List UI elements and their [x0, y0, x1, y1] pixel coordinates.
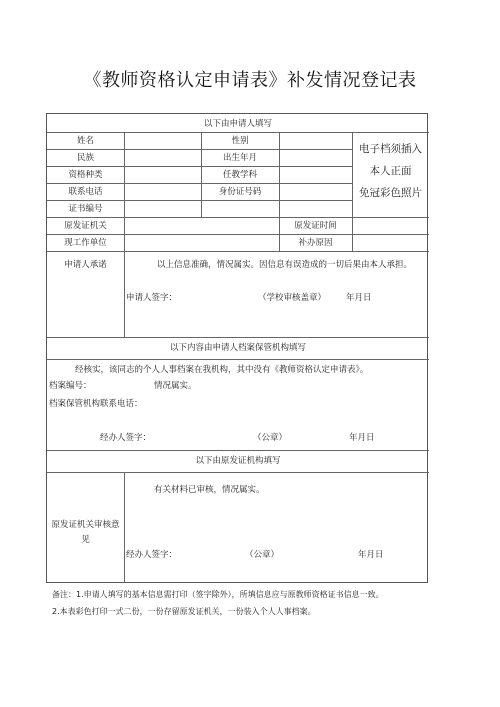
label-ethnicity: 民族: [76, 153, 94, 163]
registration-form: [46, 113, 428, 583]
remark-1: 备注：1.申请人填写的基本信息需打印（签字除外），所填信息应与原教师资格证书信息一致。: [52, 590, 384, 599]
label-phone: 联系电话: [68, 187, 103, 197]
photo-placeholder[interactable]: [352, 138, 429, 204]
label-cert-type: 资格种类: [68, 170, 103, 180]
label-reissue-reason: 补办原因: [298, 238, 333, 248]
applicant-sign: 申请人签字：: [126, 293, 178, 303]
form-title: 《教师资格认定申请表》补发情况登记表: [83, 70, 417, 91]
label-work-unit: 现工作单位: [64, 238, 107, 248]
issuer-opinion-label: 原发证机关审核意 见: [51, 520, 120, 545]
label-subject: 任教学科: [222, 170, 257, 180]
label-issuer: 原发证机关: [64, 221, 107, 231]
issuer-handler-sign: 经办人签字：: [126, 550, 178, 560]
section3-header: 以下由原发证机构填写: [195, 456, 281, 466]
label-name: 姓名: [76, 136, 94, 146]
label-issue-time: 原发证时间: [294, 221, 337, 231]
label-commitment: 申请人承诺: [64, 260, 107, 270]
archive-number-label: 档案编号：: [49, 381, 92, 391]
commitment-text: 以上信息准确，情况属实。因信息有误造成的一切后果由本人承担。: [157, 260, 413, 270]
remarks: [52, 586, 384, 620]
photo-line-2: 本人正面: [369, 165, 412, 177]
label-id-number: 身份证号码: [218, 187, 262, 197]
section1-header: 以下由申请人填写: [203, 119, 272, 129]
issuer-date: 年月日: [358, 550, 384, 560]
photo-line-3: 免冠彩色照片: [359, 187, 422, 199]
issuer-seal: （公章）: [245, 550, 280, 560]
archive-verify-text: 经核实，该同志的个人人事档案在我机构，其中没有《教师资格认定申请表》。: [75, 365, 369, 375]
archive-seal: （公章）: [253, 433, 288, 443]
remark-2: 2.本表彩色打印一式二份，一份存留原发证机关，一份装入个人人事档案。: [52, 607, 316, 616]
archive-handler-sign: 经办人签字：: [100, 433, 152, 443]
archive-confirmed: 情况属实。: [154, 381, 197, 391]
label-birth: 出生年月: [222, 153, 257, 163]
archive-date: 年月日: [349, 433, 375, 443]
school-seal: （学校审核盖章）: [258, 293, 327, 303]
photo-line-1: 电子档须插入: [359, 143, 422, 155]
archive-phone-label: 档案保管机构联系电话：: [49, 399, 143, 409]
label-gender: 性别: [231, 136, 249, 146]
label-cert-number: 证书编号: [68, 204, 103, 214]
issuer-reviewed-text: 有关材料已审核，情况属实。: [154, 485, 265, 495]
commitment-date: 年月日: [346, 293, 372, 303]
section2-header: 以下内容由申请人档案保管机构填写: [169, 343, 306, 353]
